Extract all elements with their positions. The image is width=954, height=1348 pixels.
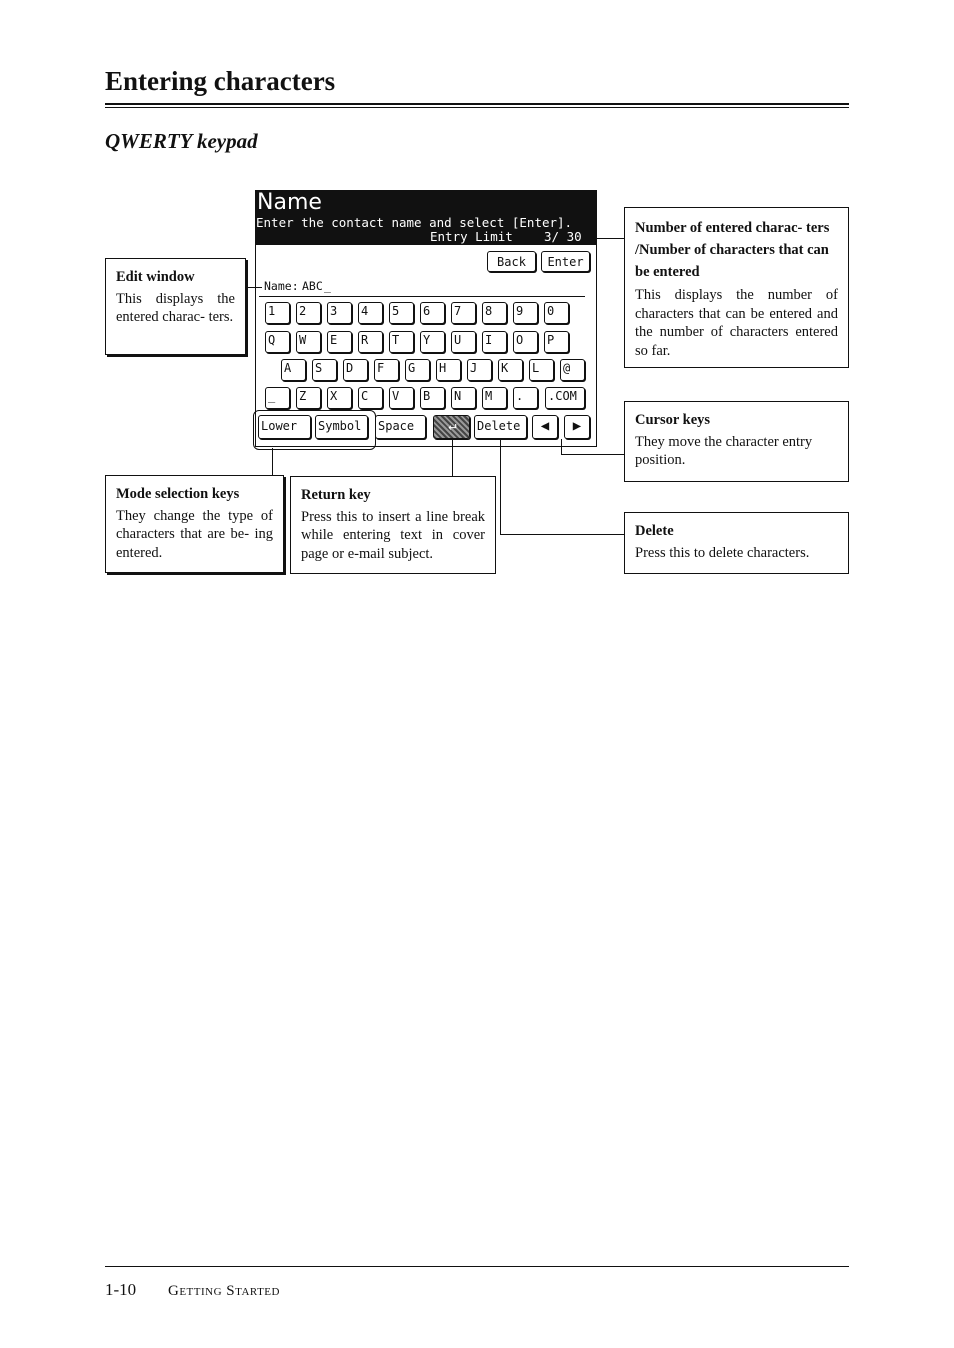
delete-button[interactable]: Delete [474, 415, 527, 439]
text-cursor: _ [324, 279, 331, 293]
key-period[interactable]: . [513, 387, 538, 409]
page-number: 1-10 [105, 1280, 137, 1299]
key-2[interactable]: 2 [296, 302, 321, 324]
key-n[interactable]: N [451, 387, 476, 409]
key-h[interactable]: H [436, 359, 461, 381]
key-l[interactable]: L [529, 359, 554, 381]
key-a[interactable]: A [281, 359, 306, 381]
key-w[interactable]: W [296, 331, 321, 353]
entry-count: 3/ 30 [544, 229, 582, 244]
key-i[interactable]: I [482, 331, 507, 353]
mode-keys-highlight [253, 410, 376, 450]
callout-return-key [290, 476, 496, 574]
title-rule-thin [105, 107, 849, 108]
key-u[interactable]: U [451, 331, 476, 353]
key-o[interactable]: O [513, 331, 538, 353]
callout-delete [624, 512, 849, 574]
delete-leader-h [500, 534, 625, 535]
key-9[interactable]: 9 [513, 302, 538, 324]
callout-mode-keys [105, 475, 284, 573]
entry-count-leader [584, 238, 625, 239]
name-field-value[interactable]: ABC [302, 279, 323, 293]
key-z[interactable]: Z [296, 387, 321, 409]
return-key-leader [452, 439, 453, 476]
callout-title: Number of entered charac- ters /Number of characters that can be entered [635, 220, 830, 280]
title-rule [105, 103, 849, 105]
footer-rule [105, 1266, 849, 1267]
section-title: QWERTY keypad [105, 129, 258, 153]
key-1[interactable]: 1 [265, 302, 290, 324]
back-button[interactable]: Back [487, 251, 536, 272]
key-3[interactable]: 3 [327, 302, 352, 324]
name-field-label: Name: [264, 279, 299, 293]
key-5[interactable]: 5 [389, 302, 414, 324]
key-y[interactable]: Y [420, 331, 445, 353]
callout-cursor-keys [624, 401, 849, 482]
key-at[interactable]: @ [560, 359, 585, 381]
edit-window-rule [259, 296, 585, 297]
symbol-mode-button[interactable]: Symbol [315, 415, 368, 439]
callout-title: Delete [635, 523, 674, 539]
key-d[interactable]: D [343, 359, 368, 381]
return-key[interactable]: ↵ [433, 415, 470, 439]
callout-entry-count [624, 207, 849, 368]
screen-header [255, 190, 597, 245]
cursor-right-button[interactable]: ▶ [564, 415, 590, 439]
key-j[interactable]: J [467, 359, 492, 381]
space-button[interactable]: Space [375, 415, 426, 439]
callout-title: Return key [301, 487, 371, 503]
delete-leader-v [500, 439, 501, 534]
callout-text: They change the type of characters that are be- ing entered. [116, 507, 273, 561]
cursor-left-button[interactable]: ◀ [532, 415, 558, 439]
key-underscore[interactable]: _ [265, 387, 290, 409]
key-7[interactable]: 7 [451, 302, 476, 324]
callout-edit-window [105, 258, 246, 355]
entry-limit-label: Entry Limit [430, 229, 513, 244]
key-g[interactable]: G [405, 359, 430, 381]
key-t[interactable]: T [389, 331, 414, 353]
callout-text: Press this to insert a line break while entering text in cover page or e-mail subject. [301, 508, 485, 562]
key-m[interactable]: M [482, 387, 507, 409]
key-4[interactable]: 4 [358, 302, 383, 324]
enter-button[interactable]: Enter [541, 251, 590, 272]
page-title: Entering characters [105, 66, 336, 96]
callout-text: This displays the number of characters that can be entered and the number of characters entered so far. [635, 287, 838, 359]
mode-keys-leader [272, 448, 273, 475]
key-k[interactable]: K [498, 359, 523, 381]
callout-title: Edit window [116, 269, 195, 285]
key-f[interactable]: F [374, 359, 399, 381]
key-q[interactable]: Q [265, 331, 290, 353]
callout-title: Mode selection keys [116, 486, 240, 502]
key-dotcom[interactable]: .COM [545, 387, 585, 409]
callout-text: Press this to delete characters. [635, 544, 810, 561]
key-c[interactable]: C [358, 387, 383, 409]
screen-title: Name [257, 190, 322, 215]
edit-window-leader [246, 287, 262, 288]
callout-text: This displays the entered charac- ters. [116, 290, 235, 325]
key-0[interactable]: 0 [544, 302, 569, 324]
cursor-keys-leader-h [561, 454, 625, 455]
key-p[interactable]: P [544, 331, 569, 353]
key-v[interactable]: V [389, 387, 414, 409]
screen-instruction: Enter the contact name and select [Enter]. [256, 215, 573, 230]
key-6[interactable]: 6 [420, 302, 445, 324]
lower-mode-button[interactable]: Lower [258, 415, 311, 439]
key-r[interactable]: R [358, 331, 383, 353]
callout-text: They move the character entry position. [635, 433, 813, 468]
callout-title: Cursor keys [635, 412, 711, 428]
key-s[interactable]: S [312, 359, 337, 381]
key-b[interactable]: B [420, 387, 445, 409]
key-x[interactable]: X [327, 387, 352, 409]
key-e[interactable]: E [327, 331, 352, 353]
cursor-keys-leader-v [561, 439, 562, 454]
key-8[interactable]: 8 [482, 302, 507, 324]
footer-section-title: Getting Started [168, 1283, 280, 1299]
